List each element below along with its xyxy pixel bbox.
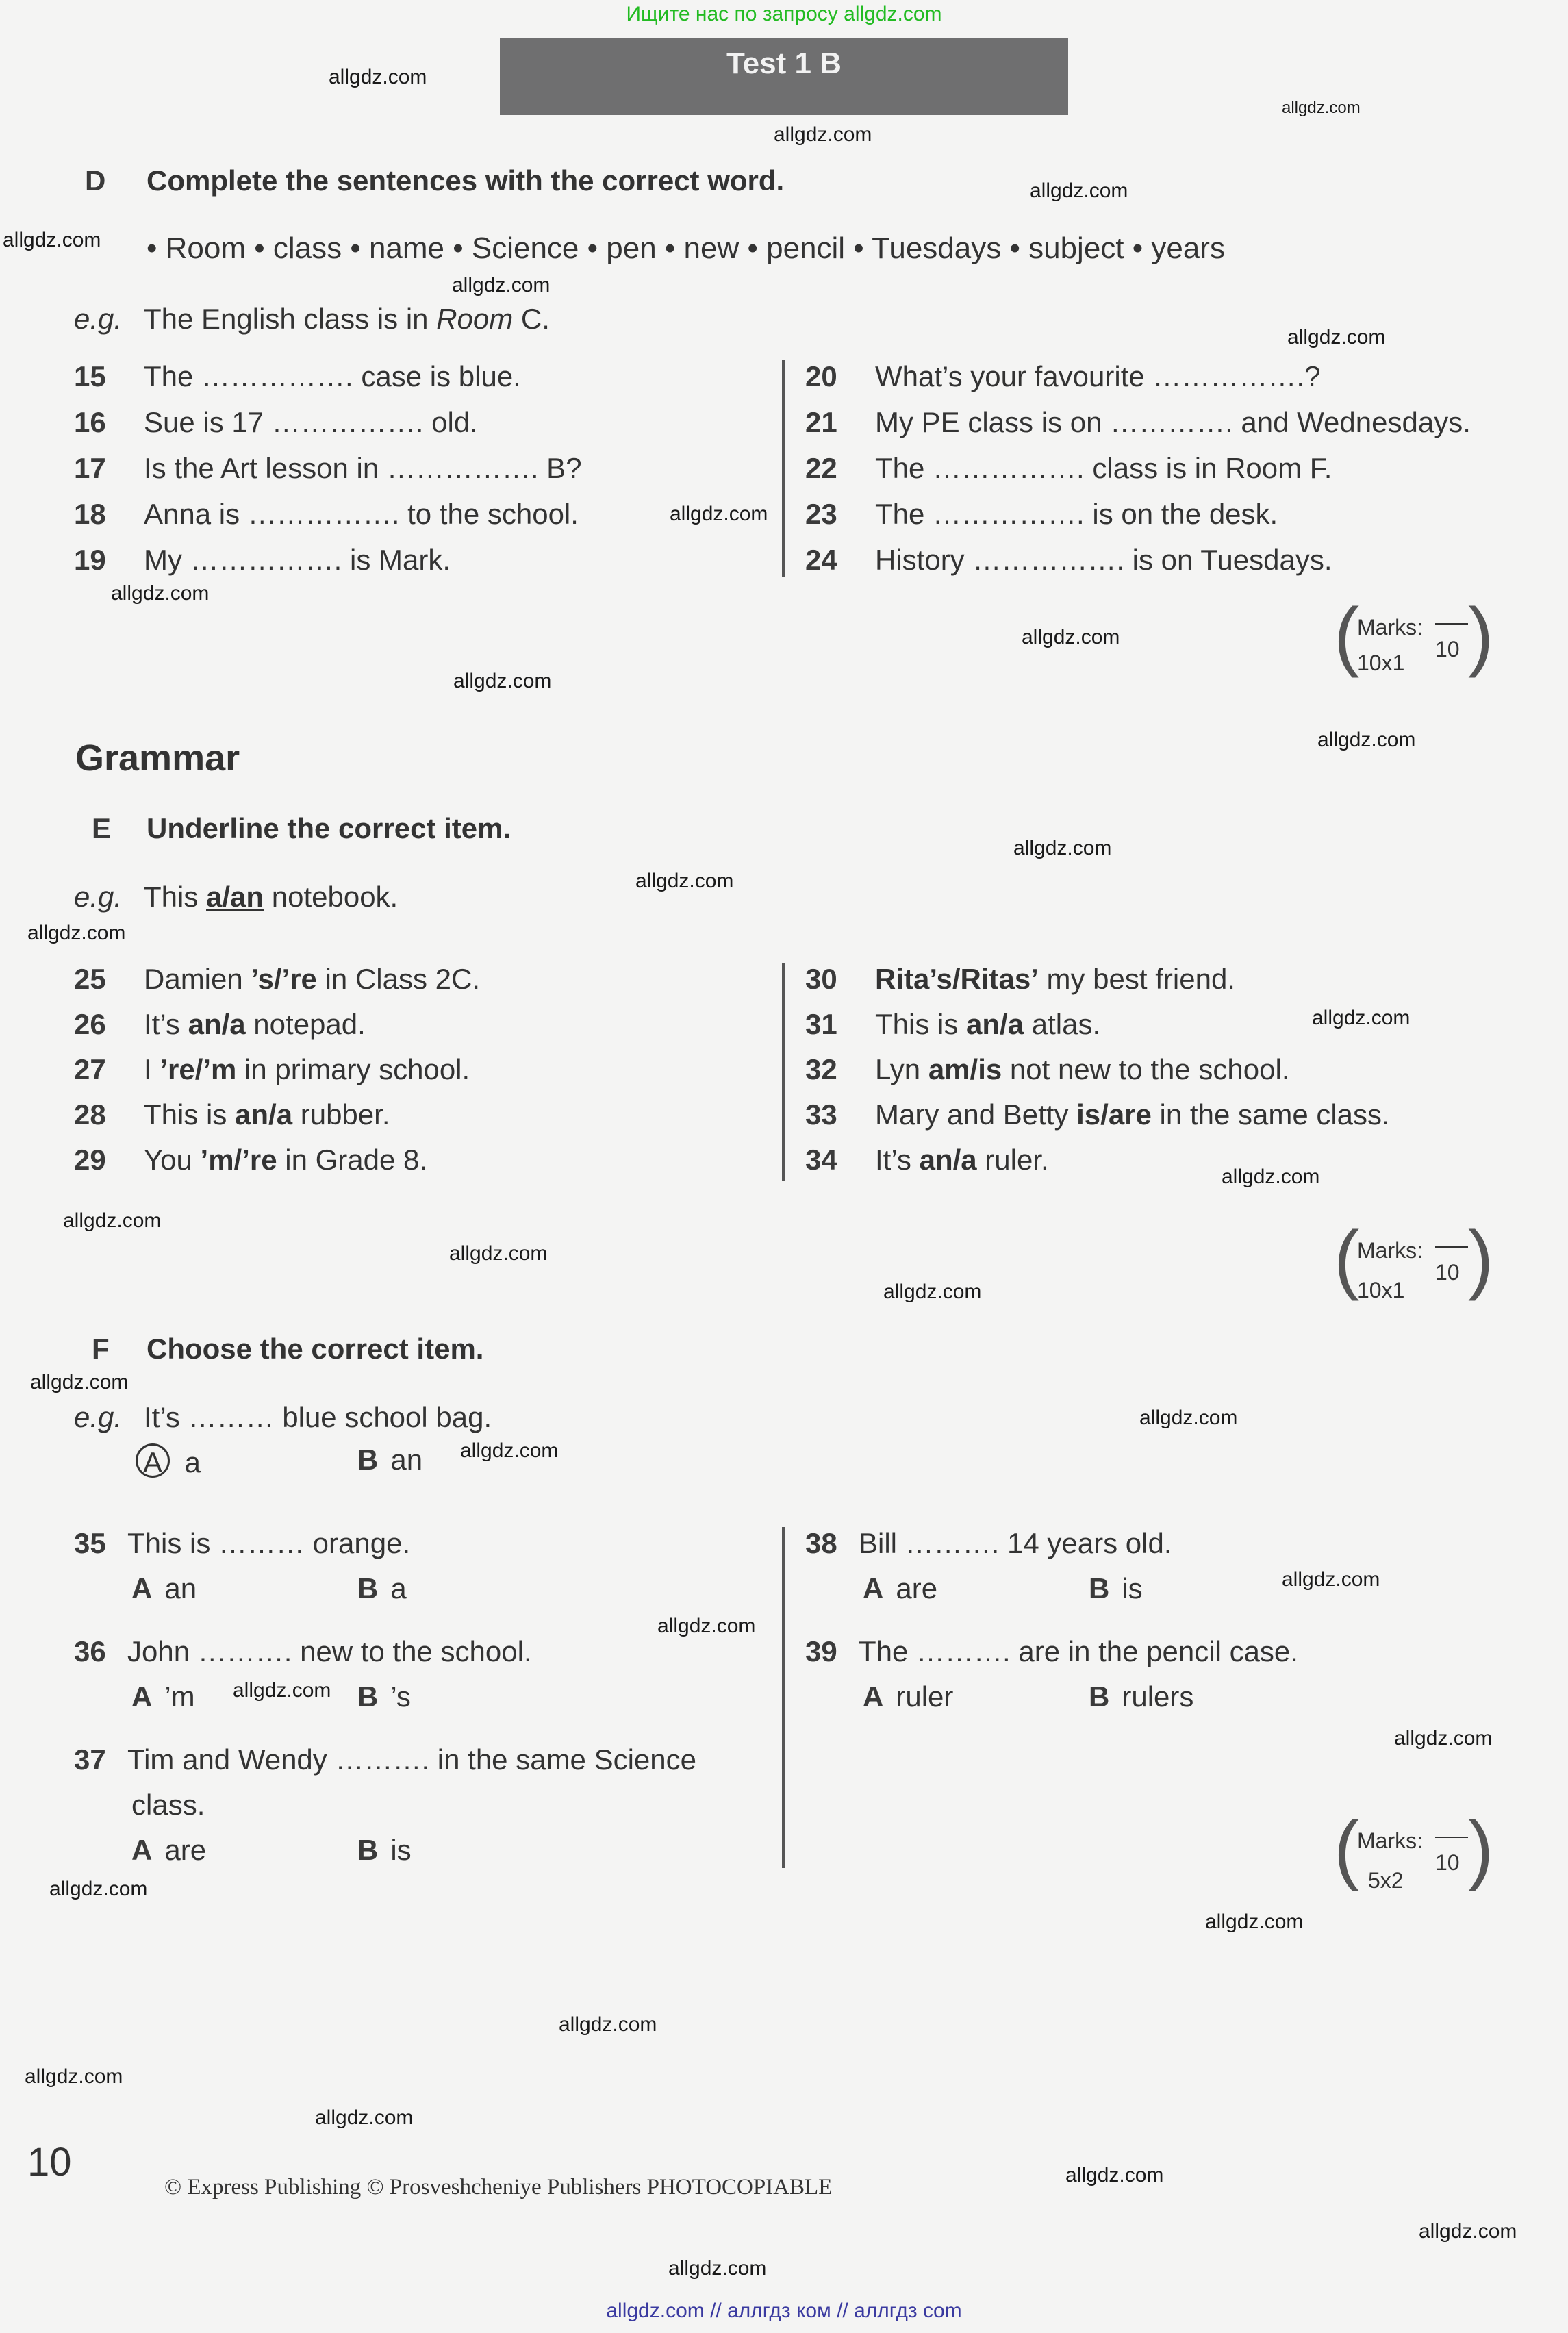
watermark[interactable]: allgdz.com (449, 1242, 548, 1265)
question-27: 27 I ’re/’m in primary school. (74, 1053, 470, 1085)
watermark[interactable]: allgdz.com (453, 670, 552, 692)
question-33: 33 Mary and Betty is/are in the same class. (805, 1098, 1390, 1131)
watermark[interactable]: allgdz.com (452, 274, 551, 297)
question-32: 32 Lyn am/is not new to the school. (805, 1053, 1290, 1085)
section-d-letter: D (85, 164, 106, 197)
question-16: 16 Sue is 17 ……………. old. (74, 406, 478, 438)
watermark[interactable]: allgdz.com (1030, 179, 1128, 202)
watermark[interactable]: allgdz.com (315, 2106, 414, 2129)
question-38: 38 Bill ………. 14 years old. (805, 1527, 1172, 1559)
watermark[interactable]: allgdz.com (657, 1615, 756, 1637)
test-title-banner (500, 38, 1068, 115)
section-f-example: e.g. It’s ……… blue school bag. (74, 1401, 492, 1433)
watermark[interactable]: allgdz.com (460, 1439, 559, 1462)
section-d-left-column (74, 360, 582, 590)
question-35-option-a[interactable]: A an (131, 1572, 197, 1604)
page-number: 10 (27, 2140, 72, 2184)
section-e-letter: E (92, 812, 112, 844)
watermark[interactable]: allgdz.com (883, 1281, 982, 1303)
question-39-option-a[interactable]: A ruler (863, 1680, 954, 1713)
question-26: 26 It’s an/a notepad. (74, 1008, 366, 1040)
question-15: 15 The ……………. case is blue. (74, 360, 521, 392)
question-24: 24 History ……………. is on Tuesdays. (805, 544, 1332, 576)
watermark[interactable]: allgdz.com (1065, 2164, 1164, 2186)
watermark[interactable]: allgdz.com (1312, 1007, 1411, 1029)
question-28: 28 This is an/a rubber. (74, 1098, 390, 1131)
question-37-option-a[interactable]: A are (131, 1834, 207, 1866)
circled-answer: A (136, 1443, 170, 1478)
section-e-left-column (74, 963, 480, 1189)
example-label: e.g. (74, 303, 123, 335)
watermark[interactable]: allgdz.com (1139, 1407, 1238, 1429)
test-title: Test 1 B (726, 47, 842, 80)
question-39: 39 The ………. are in the pencil case. (805, 1635, 1298, 1667)
marks-box-f: ( Marks: 10 5x2 ) (1334, 1806, 1494, 1893)
marks-box-e: ( Marks: 10 10x1 ) (1334, 1215, 1494, 1302)
question-37-option-b[interactable]: B is (357, 1834, 412, 1866)
section-f-example-option-b: B an (357, 1443, 423, 1476)
question-35-option-b[interactable]: B a (357, 1572, 407, 1604)
watermark[interactable]: allgdz.com (1282, 1568, 1380, 1591)
watermark[interactable]: allgdz.com (25, 2065, 123, 2088)
watermark[interactable]: allgdz.com (111, 582, 210, 605)
watermark[interactable]: allgdz.com (1013, 837, 1112, 859)
column-divider (782, 1527, 785, 1868)
watermark[interactable]: allgdz.com (1282, 99, 1361, 117)
watermark[interactable]: allgdz.com (3, 229, 101, 251)
question-38-option-b[interactable]: B is (1089, 1572, 1143, 1604)
question-36-option-b[interactable]: B ’s (357, 1680, 411, 1713)
watermark[interactable]: allgdz.com (329, 66, 427, 88)
question-36-option-a[interactable]: A ’m (131, 1680, 195, 1713)
section-e-instruction: Underline the correct item. (147, 812, 511, 844)
question-25: 25 Damien ’s/’re in Class 2C. (74, 963, 480, 995)
column-divider (782, 963, 785, 1181)
question-37-continued: class. (131, 1789, 205, 1821)
question-21: 21 My PE class is on …………. and Wednesdays. (805, 406, 1471, 438)
watermark[interactable]: allgdz.com (27, 922, 126, 944)
watermark[interactable]: allgdz.com (1222, 1165, 1320, 1188)
question-19: 19 My ……………. is Mark. (74, 544, 451, 576)
watermark[interactable]: allgdz.com (63, 1209, 162, 1232)
watermark[interactable]: allgdz.com (1317, 729, 1416, 751)
question-29: 29 You ’m/’re in Grade 8. (74, 1144, 428, 1176)
bottom-links[interactable]: allgdz.com // аллгдз ком // аллгдз com (606, 2299, 962, 2322)
question-38-option-a[interactable]: A are (863, 1572, 938, 1604)
footer-copyright: © Express Publishing © Prosveshcheniye Publishers PHOTOCOPIABLE (164, 2175, 833, 2199)
watermark[interactable]: allgdz.com (635, 870, 734, 892)
watermark[interactable]: allgdz.com (1394, 1727, 1493, 1750)
watermark[interactable]: allgdz.com (1419, 2220, 1517, 2243)
question-37: 37 Tim and Wendy ………. in the same Science (74, 1743, 696, 1776)
question-20: 20 What’s your favourite …………….? (805, 360, 1321, 392)
question-18: 18 Anna is ……………. to the school. (74, 498, 579, 530)
question-34: 34 It’s an/a ruler. (805, 1144, 1049, 1176)
watermark[interactable]: allgdz.com (670, 503, 768, 525)
question-39-option-b[interactable]: B rulers (1089, 1680, 1194, 1713)
watermark[interactable]: allgdz.com (559, 2013, 657, 2036)
question-36: 36 John ………. new to the school. (74, 1635, 532, 1667)
watermark[interactable]: allgdz.com (30, 1371, 129, 1394)
section-e-example: e.g. This a/an notebook. (74, 881, 399, 913)
watermark[interactable]: allgdz.com (1287, 326, 1386, 349)
watermark[interactable]: allgdz.com (49, 1878, 148, 1900)
section-f-example-option-a: A a (136, 1443, 201, 1479)
watermark[interactable]: allgdz.com (774, 123, 872, 146)
section-d-right-column (805, 360, 1471, 590)
question-17: 17 Is the Art lesson in ……………. B? (74, 452, 582, 484)
marks-box-d: ( Marks: 10 10x1 ) (1334, 592, 1494, 678)
grammar-heading: Grammar (75, 737, 240, 779)
watermark[interactable]: allgdz.com (668, 2257, 767, 2280)
question-31: 31 This is an/a atlas. (805, 1008, 1101, 1040)
section-f-letter: F (92, 1333, 110, 1365)
question-22: 22 The ……………. class is in Room F. (805, 452, 1332, 484)
section-d-example: e.g. The English class is in Room C. (74, 303, 550, 335)
section-e-right-column (805, 963, 1390, 1189)
watermark[interactable]: allgdz.com (1205, 1910, 1304, 1933)
question-23: 23 The ……………. is on the desk. (805, 498, 1278, 530)
word-box: • Room • class • name • Science • pen • new • pencil • Tuesdays • subject • years (147, 231, 1225, 265)
section-d-instruction: Complete the sentences with the correct word. (147, 164, 785, 197)
top-banner[interactable]: Ищите нас по запросу allgdz.com (626, 3, 942, 25)
section-f-instruction: Choose the correct item. (147, 1333, 484, 1365)
watermark[interactable]: allgdz.com (1022, 626, 1120, 648)
watermark[interactable]: allgdz.com (233, 1679, 331, 1702)
column-divider (782, 360, 785, 577)
question-35: 35 This is ……… orange. (74, 1527, 411, 1559)
question-30: 30 Rita’s/Ritas’ my best friend. (805, 963, 1235, 995)
